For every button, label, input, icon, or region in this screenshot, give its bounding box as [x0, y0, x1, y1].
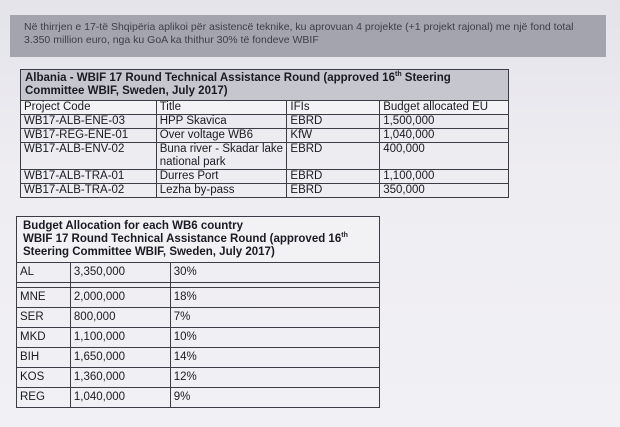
table-cell: Buna river - Skadar lake national park — [156, 143, 287, 170]
table-row — [17, 388, 380, 408]
table-cell: EBRD — [287, 184, 380, 198]
budget-allocation-table — [16, 216, 380, 408]
table-cell: WB17-ALB-TRA-02 — [21, 184, 157, 198]
country-cell: REG — [17, 388, 71, 408]
albania-projects-table — [20, 69, 509, 198]
percent-cell: 9% — [170, 388, 379, 408]
percent-cell: 7% — [170, 308, 379, 328]
table-cell: EBRD — [287, 170, 380, 184]
amount-cell: 1,650,000 — [70, 348, 170, 368]
table-cell: Lezha by-pass — [156, 184, 287, 198]
table-row — [21, 129, 509, 143]
intro-box — [10, 15, 606, 57]
table-title-row — [17, 217, 380, 263]
table-row — [21, 143, 509, 170]
table-cell: 350,000 — [380, 184, 509, 198]
table-cell: HPP Skavica — [156, 115, 287, 129]
table-row — [17, 348, 380, 368]
table-cell: 1,100,000 — [380, 170, 509, 184]
amount-cell: 2,000,000 — [70, 288, 170, 308]
country-cell: MKD — [17, 328, 71, 348]
table-cell: Over voltage WB6 — [156, 129, 287, 143]
table-cell: 1,500,000 — [380, 115, 509, 129]
table-cell: 1,040,000 — [380, 129, 509, 143]
amount-cell: 1,360,000 — [70, 368, 170, 388]
table-row — [17, 328, 380, 348]
table-row — [17, 368, 380, 388]
country-cell: BIH — [17, 348, 71, 368]
table-row — [21, 184, 509, 198]
table-cell: 400,000 — [380, 143, 509, 170]
column-header: Title — [156, 101, 287, 115]
table-cell: WB17-ALB-ENE-03 — [21, 115, 157, 129]
table-row — [21, 115, 509, 129]
percent-cell: 18% — [170, 288, 379, 308]
table-cell: KfW — [287, 129, 380, 143]
country-cell: SER — [17, 308, 71, 328]
table-cell: WB17-ALB-ENV-02 — [21, 143, 157, 170]
table-cell: Durres Port — [156, 170, 287, 184]
table-cell: WB17-REG-ENE-01 — [21, 129, 157, 143]
table-title-row — [21, 70, 509, 101]
table-row — [17, 288, 380, 308]
table-row — [17, 308, 380, 328]
percent-cell: 30% — [170, 263, 379, 283]
percent-cell: 14% — [170, 348, 379, 368]
table-cell: EBRD — [287, 143, 380, 170]
intro-text: Në thirrjen e 17-të Shqipëria aplikoi për asistencë teknike, ku aprovuan 4 projekte (+1 projekt rajonal) me një fond total 3.350 million euro, nga ku GoA ka thithur 30% të fondeve WBIF — [24, 21, 574, 46]
table-row — [21, 170, 509, 184]
table-title: Budget Allocation for each WB6 country WBIF 17 Round Technical Assistance Round (approved 16th Steering Committee WBIF, Sweden, July 2017) — [17, 217, 380, 263]
table-cell: EBRD — [287, 115, 380, 129]
column-header: Budget allocated EU — [380, 101, 509, 115]
column-header: IFIs — [287, 101, 380, 115]
table-title: Albania - WBIF 17 Round Technical Assistance Round (approved 16th Steering Committee WBIF, Sweden, July 2017) — [21, 70, 509, 101]
table-cell: WB17-ALB-TRA-01 — [21, 170, 157, 184]
table-row — [17, 263, 380, 283]
country-cell: MNE — [17, 288, 71, 308]
amount-cell: 800,000 — [70, 308, 170, 328]
column-header: Project Code — [21, 101, 157, 115]
percent-cell: 12% — [170, 368, 379, 388]
table-header-row — [21, 101, 509, 115]
country-cell: KOS — [17, 368, 71, 388]
amount-cell: 1,040,000 — [70, 388, 170, 408]
percent-cell: 10% — [170, 328, 379, 348]
amount-cell: 1,100,000 — [70, 328, 170, 348]
country-cell: AL — [17, 263, 71, 283]
amount-cell: 3,350,000 — [70, 263, 170, 283]
